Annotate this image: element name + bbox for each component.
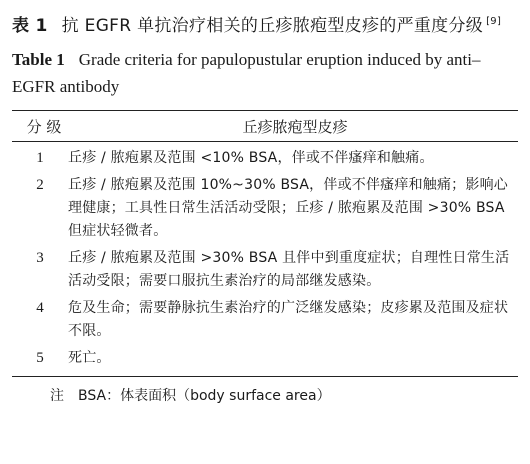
header-grade: 分 级 — [26, 117, 62, 136]
grade-table — [12, 110, 518, 377]
grade-cell: 5 — [36, 350, 44, 366]
document-page — [12, 8, 518, 407]
table-row — [12, 147, 518, 170]
grade-cell: 3 — [36, 250, 44, 266]
table-title-en-text: Grade criteria for papulopustular eruption induced by anti–EGFR antibody — [12, 50, 481, 96]
table-number-cn: 表 1 — [12, 16, 48, 36]
grade-cell: 4 — [36, 300, 44, 316]
description-cell: 危及生命；需要静脉抗生素治疗的广泛继发感染；皮疹累及范围及症状不限。 — [68, 300, 509, 339]
table-row — [12, 347, 518, 376]
table-row — [12, 174, 518, 243]
description-cell: 丘疹 / 脓疱累及范围 <10% BSA，伴或不伴瘙痒和触痛。 — [68, 150, 434, 166]
description-cell: 丘疹 / 脓疱累及范围 10%~30% BSA，伴或不伴瘙痒和触痛；影响心理健康；工具性日常生活活动受限；丘疹 / 脓疱累及范围 >30% BSA 但症状轻微者。 — [68, 177, 508, 239]
table-title-english — [12, 46, 518, 100]
table-header-row — [12, 111, 518, 142]
grade-cell: 1 — [36, 150, 44, 166]
table-row — [12, 297, 518, 343]
header-eruption: 丘疹脓疱型皮疹 — [242, 117, 348, 136]
table-number-en: Table 1 — [12, 50, 65, 69]
table-row — [12, 247, 518, 293]
description-cell: 丘疹 / 脓疱累及范围 >30% BSA 且伴中到重度症状；自理性日常生活活动受限；需要口服抗生素治疗的局部继发感染。 — [68, 250, 510, 289]
table-title-cn-text: 抗 EGFR 单抗治疗相关的丘疹脓疱型皮疹的严重度分级 — [61, 16, 484, 36]
grade-cell: 2 — [36, 177, 44, 193]
description-cell: 死亡。 — [68, 350, 111, 366]
reference-marker: [9] — [486, 16, 502, 27]
table-footnote: 注 BSA：体表面积（body surface area） — [50, 388, 331, 404]
table-title-chinese — [12, 8, 518, 40]
